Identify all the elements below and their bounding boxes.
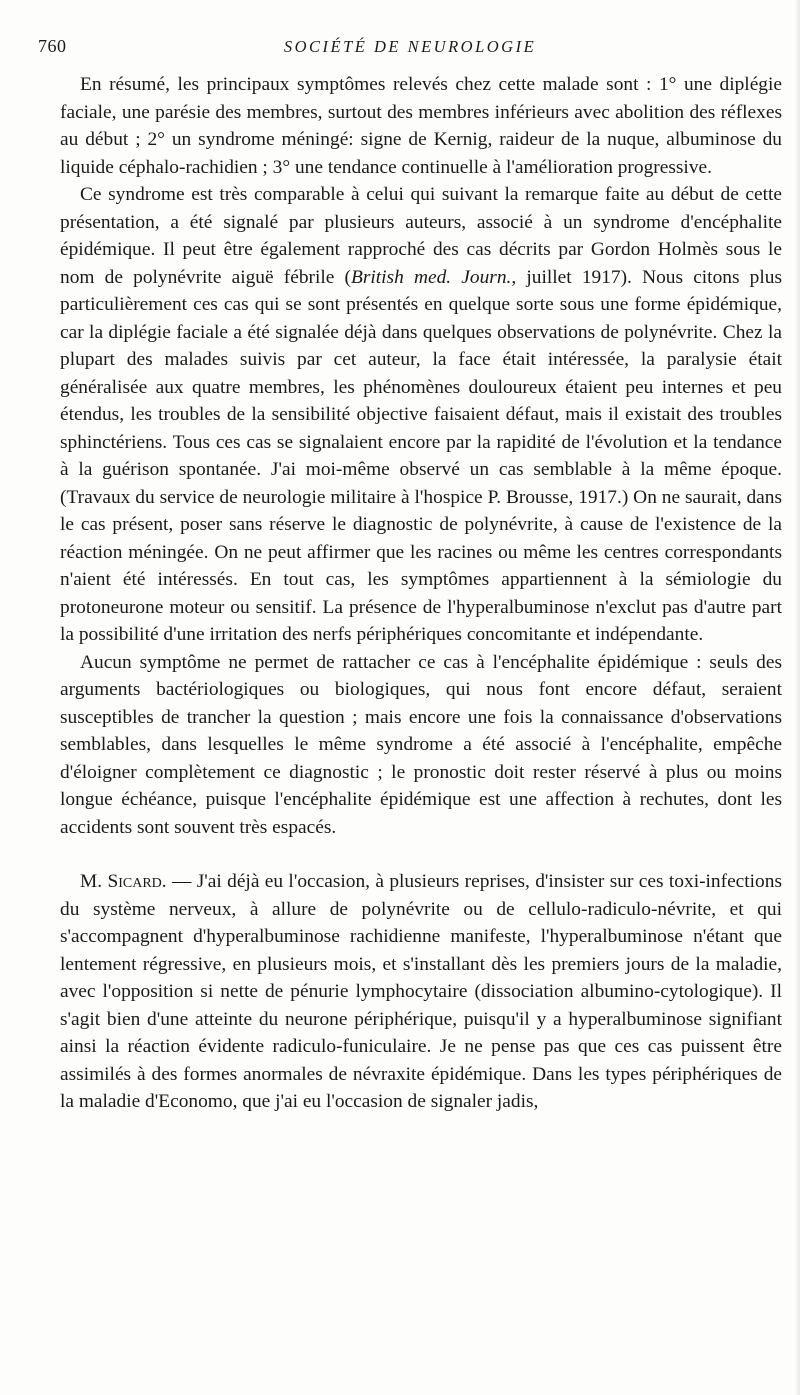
page-header xyxy=(0,36,800,64)
speaker-name: Sicard xyxy=(107,871,162,892)
page-edge-shadow xyxy=(794,0,800,1395)
paragraph-sicard-text: . — J'ai déjà eu l'occasion, à plusieurs reprises, d'insister sur ces toxi-infections du système nerveux, à allure de polynévrite ou de cellulo-radiculo-névrite, et qui s'accompagnent d'hyperalbuminose rachidienne manifeste, l'hyperalbuminose n'étant que lentement régressive, en plusieurs mois, et s'installant dès les premiers jours de la maladie, avec l'opposition si nette de pénurie lymphocytaire (dissociation albumino-cytologique). Il s'agit bien d'une atteinte du neurone périphérique, puisqu'il y a hyperalbuminose signifiant ainsi la réaction évidente radiculo-funiculaire. Je ne pense pas que ces cas puissent être assimilés à des formes anormales de névraxite épidémique. Dans les types périphériques de la maladie d'Economo, que j'ai eu l'occasion de signaler jadis, xyxy=(60,871,782,1112)
paragraph-comparison-before: Ce syndrome est très comparable à celui qui suivant la remarque faite au début de cette présentation, a été signalé par plusieurs auteurs, associé à un syndrome d'encéphalite épidémique. Il peut être également rapproché des cas décrits par Gordon Holmès sous le nom de polynévrite aiguë fébrile ( xyxy=(60,184,782,288)
speaker-prefix: M. xyxy=(80,871,108,892)
body-text xyxy=(60,71,782,1116)
paragraph-summary: En résumé, les principaux symptômes relevés chez cette malade sont : 1° une diplégie faciale, une parésie des membres, surtout des membres inférieurs avec abolition des réflexes au début ; 2° un syndrome méningé: signe de Kernig, raideur de la nuque, albuminose du liquide céphalo-rachidien ; 3° une tendance continuelle à l'amélioration progressive. xyxy=(60,74,782,178)
running-head: SOCIÉTÉ DE NEUROLOGIE xyxy=(283,37,537,56)
paragraph-prognosis: Aucun symptôme ne permet de rattacher ce cas à l'encéphalite épidémique : seuls des arguments bactériologiques ou biologiques, qui nous font encore défaut, seraient susceptibles de trancher la question ; mais encore une fois la connaissance d'observations semblables, dans lesquelles le même syndrome a été associé à l'encéphalite, empêche d'éloigner complètement ce diagnostic ; le pronostic doit rester réservé à plus ou moins longue échéance, puisque l'encéphalite épidémique est une affection à rechutes, dont les accidents sont souvent très espacés. xyxy=(60,651,782,838)
paragraph-comparison xyxy=(60,181,782,649)
paragraph-sicard xyxy=(60,868,782,1116)
journal-citation: British med. Journ. xyxy=(351,266,512,288)
page-number: 760 xyxy=(38,36,67,56)
paragraph-comparison-after: , juillet 1917). Nous citons plus particulièrement ces cas qui se sont présentés en quelque sorte sous une forme épidémique, car la diplégie faciale a été signalée déjà dans quelques observations de polynévrite. Chez la plupart des malades suivis par cet auteur, la face était intéressée, la paralysie était généralisée aux quatre membres, les phénomènes douloureux étaient peu internes et peu étendus, les troubles de la sensibilité objective faisaient défaut, mais il existait des troubles sphinctériens. Tous ces cas se signalaient encore par la rapidité de l'évolution et la tendance à la guérison spontanée. J'ai moi-même observé un cas semblable à la même époque. (Travaux du service de neurologie militaire à l'hospice P. Brousse, 1917.) On ne saurait, dans le cas présent, poser sans réserve le diagnostic de polynévrite, à cause de l'existence de la réaction méningée. On ne peut affirmer que les racines ou même les centres correspondants n'aient été intéressés. En tout cas, les symptômes appartiennent à la sémiologie du protoneurone moteur ou sensitif. La présence de l'hyperalbuminose n'exclut pas d'autre part la possibilité d'une irritation des nerfs périphériques concomitante et indépendante. xyxy=(60,266,783,645)
